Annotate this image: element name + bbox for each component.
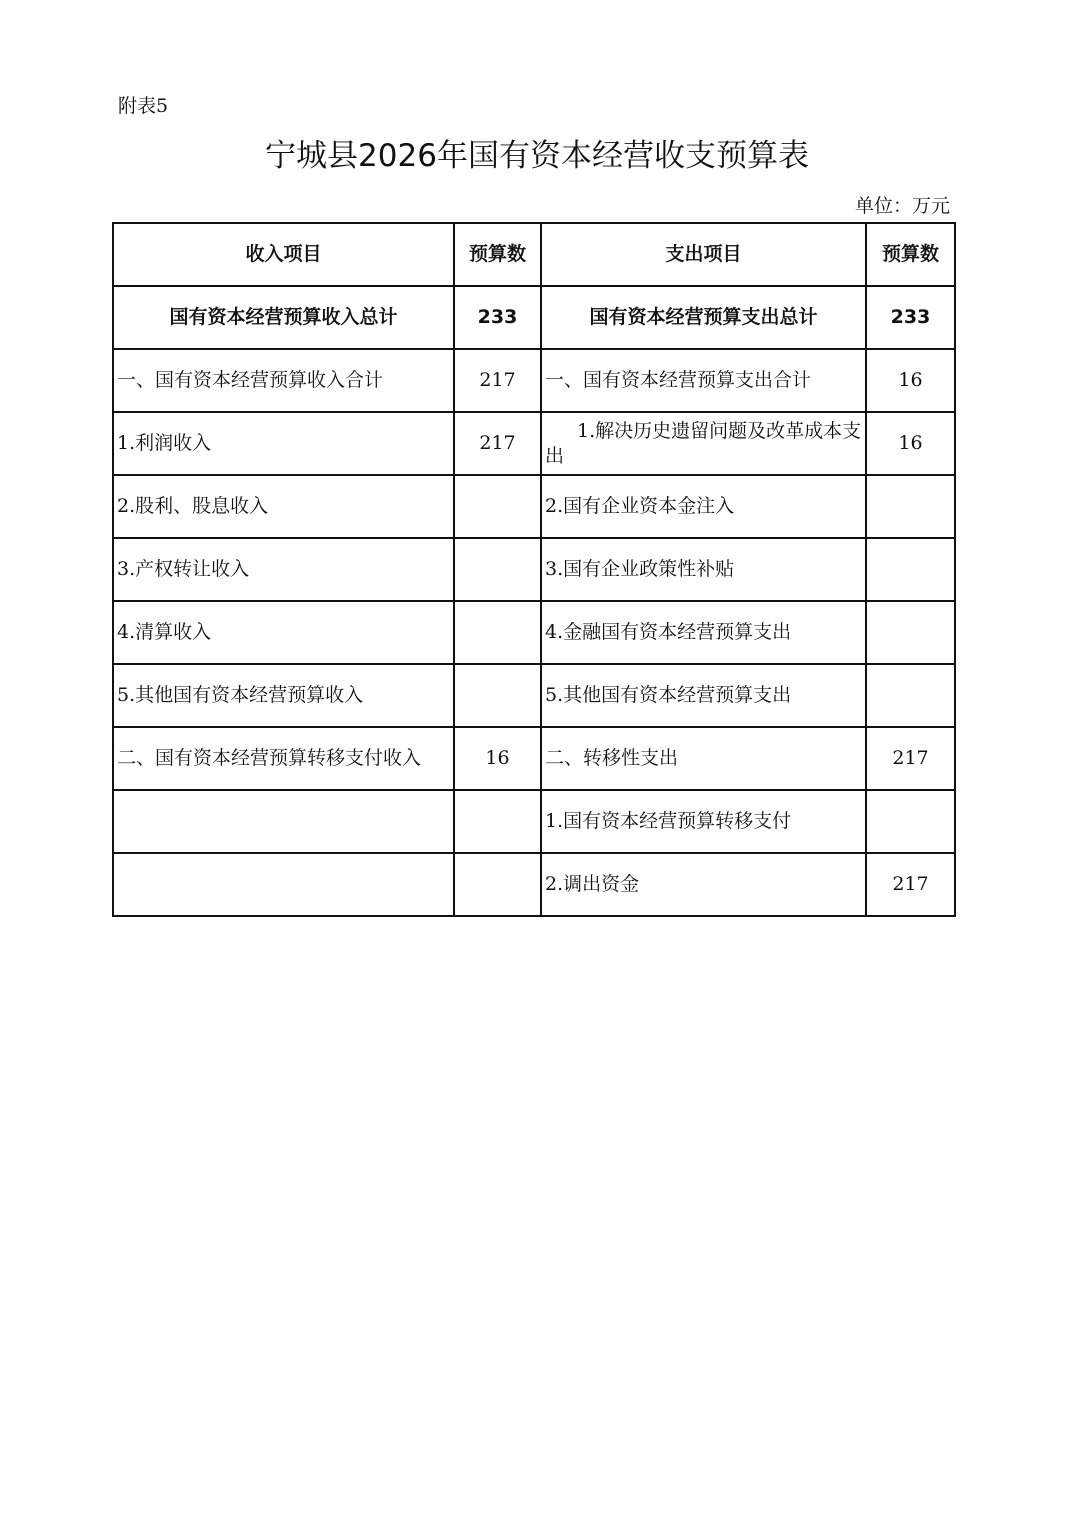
income-item: 3.产权转让收入: [113, 538, 454, 601]
income-value: 217: [454, 412, 541, 475]
table-row: [113, 601, 955, 664]
expense-item: 3.国有企业政策性补贴: [541, 538, 866, 601]
table-row: [113, 727, 955, 790]
income-value: [454, 601, 541, 664]
expense-item: 4.金融国有资本经营预算支出: [541, 601, 866, 664]
income-total-label: 国有资本经营预算收入总计: [113, 286, 454, 349]
expense-item: 2.调出资金: [541, 853, 866, 916]
income-value: 217: [454, 349, 541, 412]
table-row: [113, 475, 955, 538]
expense-value: [866, 538, 955, 601]
expense-item: 2.国有企业资本金注入: [541, 475, 866, 538]
expense-value: 16: [866, 412, 955, 475]
expense-item-text: 1.解决历史遗留问题及改革成本支出: [545, 419, 862, 467]
table-row: [113, 853, 955, 916]
income-item: 一、国有资本经营预算收入合计: [113, 349, 454, 412]
header-expense-item: 支出项目: [541, 223, 866, 286]
income-value: [454, 790, 541, 853]
table-row: [113, 664, 955, 727]
header-expense-amount: 预算数: [866, 223, 955, 286]
expense-value: [866, 601, 955, 664]
expense-item: [541, 412, 866, 475]
header-income-item: 收入项目: [113, 223, 454, 286]
expense-item: 5.其他国有资本经营预算支出: [541, 664, 866, 727]
page-title: 宁城县2026年国有资本经营收支预算表: [265, 138, 809, 174]
header-income-amount: 预算数: [454, 223, 541, 286]
income-total-value: 233: [454, 286, 541, 349]
attachment-label: 附表5: [118, 95, 169, 117]
table-row: [113, 538, 955, 601]
budget-table: [112, 222, 956, 917]
expense-value: [866, 475, 955, 538]
expense-value: [866, 790, 955, 853]
expense-value: 217: [866, 853, 955, 916]
totals-row: [113, 286, 955, 349]
expense-value: 217: [866, 727, 955, 790]
table-row: [113, 790, 955, 853]
income-value: [454, 853, 541, 916]
income-item: 4.清算收入: [113, 601, 454, 664]
income-item: [113, 853, 454, 916]
expense-value: 16: [866, 349, 955, 412]
expense-item: 二、转移性支出: [541, 727, 866, 790]
expense-total-label: 国有资本经营预算支出总计: [541, 286, 866, 349]
expense-total-value: 233: [866, 286, 955, 349]
table-row: [113, 349, 955, 412]
header-row: [113, 223, 955, 286]
income-item: 2.股利、股息收入: [113, 475, 454, 538]
unit-label: 单位：万元: [854, 195, 950, 217]
income-value: 16: [454, 727, 541, 790]
income-value: [454, 538, 541, 601]
income-item: 二、国有资本经营预算转移支付收入: [113, 727, 454, 790]
table-row: [113, 412, 955, 475]
income-value: [454, 664, 541, 727]
income-item: [113, 790, 454, 853]
expense-item: 一、国有资本经营预算支出合计: [541, 349, 866, 412]
income-item: 5.其他国有资本经营预算收入: [113, 664, 454, 727]
income-value: [454, 475, 541, 538]
expense-value: [866, 664, 955, 727]
expense-item: 1.国有资本经营预算转移支付: [541, 790, 866, 853]
income-item: 1.利润收入: [113, 412, 454, 475]
